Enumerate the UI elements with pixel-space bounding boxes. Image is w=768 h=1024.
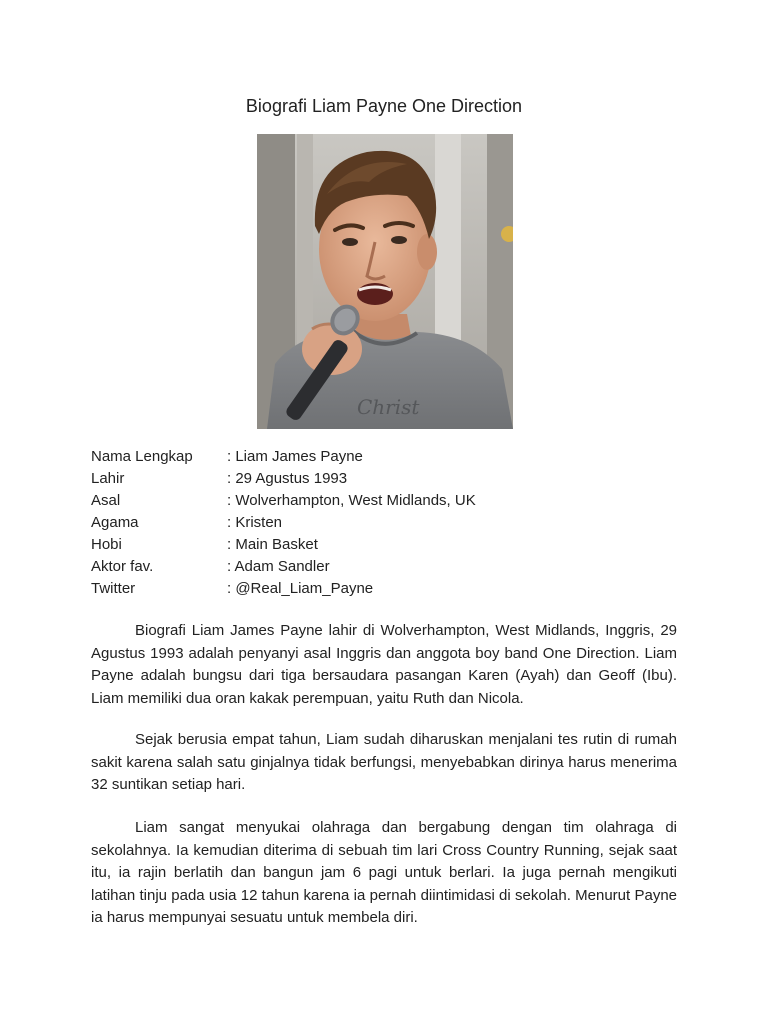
info-label: Hobi	[91, 536, 122, 553]
info-row-twitter	[91, 578, 651, 600]
portrait-photo	[257, 134, 513, 429]
info-label: Nama Lengkap	[91, 448, 193, 465]
info-row-birth	[91, 468, 651, 490]
info-value: : @Real_Liam_Payne	[227, 580, 374, 597]
info-value: : 29 Agustus 1993	[227, 470, 348, 487]
info-label: Lahir	[91, 470, 125, 487]
info-label: Agama	[91, 514, 139, 531]
info-value: : Liam James Payne	[227, 448, 363, 465]
info-value: : Kristen	[227, 514, 283, 531]
info-label: Twitter	[91, 580, 136, 597]
biography-paragraph-1: Biografi Liam James Payne lahir di Wolverhampton, West Midlands, Inggris, 29 Agustus 1993 adalah penyanyi asal Inggris dan anggota boy band One Direction. Liam Payne adalah bungsu dari tiga bersaudara pasangan Karen (Ayah) dan Geoff (Ibu). Liam memiliki dua oran kakak perempuan, yaitu Ruth dan Nicola.	[91, 622, 677, 707]
info-value: : Wolverhampton, West Midlands, UK	[227, 492, 476, 509]
info-row-origin	[91, 490, 651, 512]
info-label: Aktor fav.	[91, 558, 154, 575]
biography-paragraph-2: Sejak berusia empat tahun, Liam sudah diharuskan menjalani tes rutin di rumah sakit karena salah satu ginjalnya tidak berfungsi, menyebabkan dirinya harus menerima 32 suntikan setiap hari.	[91, 731, 677, 793]
info-value: : Adam Sandler	[227, 558, 330, 575]
info-label: Asal	[91, 492, 121, 509]
portrait-illustration	[257, 134, 513, 429]
info-row-religion	[91, 512, 651, 534]
profile-info-list	[91, 446, 651, 600]
biography-paragraph-3: Liam sangat menyukai olahraga dan bergabung dengan tim olahraga di sekolahnya. Ia kemudian diterima di sebuah tim lari Cross Country Running, sejak saat itu, ia rajin berlatih dan bangun jam 6 pagi untuk berlari. Ia juga pernah mengikuti latihan tinju pada usia 12 tahun karena ia pernah diintimidasi di sekolah. Menurut Payne ia harus mempunyai sesuatu untuk membela diri.	[91, 819, 677, 926]
document-title: Biografi Liam Payne One Direction	[245, 96, 523, 116]
svg-text:Christ: Christ	[357, 395, 420, 419]
info-row-hobby	[91, 534, 651, 556]
info-row-full-name	[91, 446, 651, 468]
info-value: : Main Basket	[227, 536, 318, 553]
info-row-favorite-actor	[91, 556, 651, 578]
